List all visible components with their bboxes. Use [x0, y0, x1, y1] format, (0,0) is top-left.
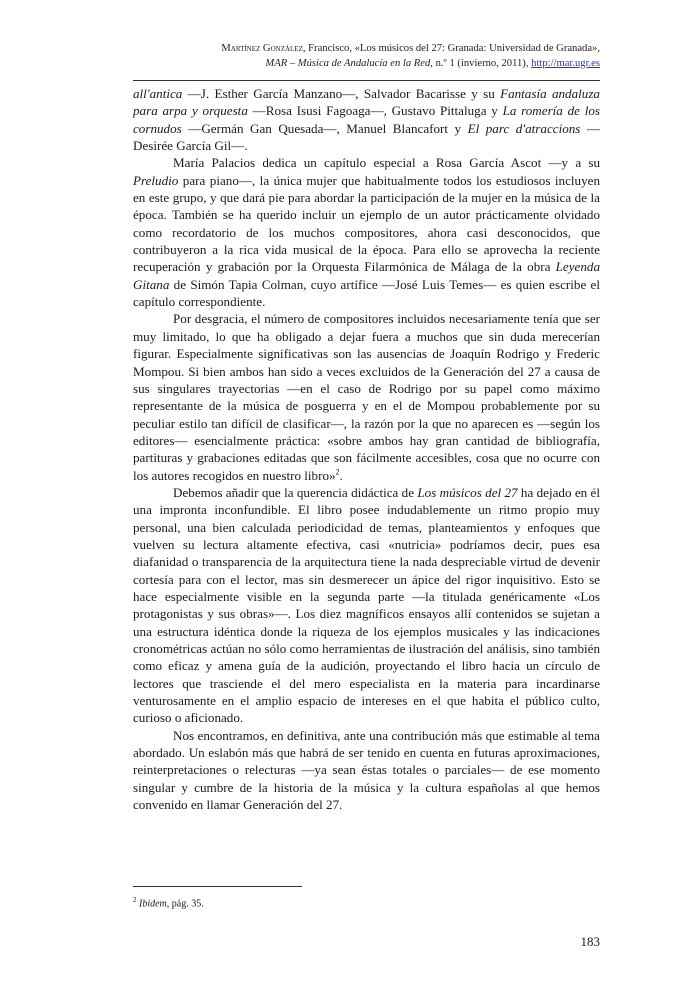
- header-rule: [133, 80, 600, 81]
- text-span: —J. Esther García Manzano—, Salvador Bacarisse y su: [182, 86, 501, 101]
- article-body: [133, 85, 600, 813]
- header-url-link[interactable]: http://mar.ugr.es: [531, 57, 600, 69]
- footnote-italic: Ibidem: [139, 898, 167, 910]
- work-title: Los músicos del 27: [417, 484, 518, 500]
- text-span: —Desirée García Gil—.: [133, 120, 601, 154]
- text-span: —Germán Gan Quesada—, Manuel Blancafort y: [181, 120, 468, 136]
- footnote-number: 2: [133, 896, 137, 904]
- header-issue: , n.º 1 (invierno, 2011),: [430, 57, 532, 69]
- footnote-text: , pág. 35.: [166, 898, 204, 910]
- footnote-reference[interactable]: 2: [335, 467, 340, 477]
- work-title: Preludio: [133, 172, 179, 188]
- header-journal: MAR – Música de Andalucía en la Red: [265, 57, 431, 69]
- footnote: [133, 894, 600, 910]
- text-span: .: [339, 467, 343, 483]
- paragraph-3: [133, 484, 600, 727]
- work-title: Leyenda Gitana: [133, 259, 600, 292]
- paragraph-4: [133, 727, 600, 814]
- header-citation: , Francisco, «Los músicos del 27: Granada: Universidad de Granada»,: [302, 43, 600, 54]
- work-title: Fantasía andaluza para arpa y orquesta: [133, 86, 600, 119]
- page-number: 183: [580, 934, 600, 949]
- work-title: La romería de los cornudos: [133, 103, 600, 136]
- text-span: para piano—, la única mujer que habitualmente todos los estudiosos incluyen en este grupo, y que dará pie para abordar la participación de la mujer en la música de la época. También se ha querido incluir un ejemplo de un autor prácticamente olvidado como recordatorio de los muchos compositores, ahora casi desconocidos, que contribuyeron a la rica vida musical de la época. Para ello se aprovecha la reciente recuperación y grabación por la Orquesta Filarmónica de Málaga de la obra: [133, 172, 600, 275]
- text-span: —Rosa Isusi Fagoaga—, Gustavo Pittaluga y: [247, 103, 503, 119]
- header-line-1: [133, 42, 600, 57]
- header-line-2: [133, 57, 600, 72]
- text-span: ha dejado en él una impronta inconfundible. El libro posee indudablemente un ritmo propio muy personal, una bien calculada periodicidad de temas, planteamientos y enfoques que vuelven su lectura altamente efectiva, casi «nutricia» podríamos decir, pues esa diafanidad o transparencia de la arquitectura tiene la nada despreciable virtud de devenir cortesía para con el lector, mas sin desmerecer un ápice del rigor inquisitivo. Esto se hace especialmente visible en la segunda parte —la titulada genéricamente «Los protagonistas y sus obras»—. Los diez magníficos ensayos allí contenidos se sujetan a una estructura idéntica donde la riqueza de los ejemplos musicales y las indicaciones cronométricas actúan no sólo como herramientas de ilustración del análisis, sino también como eficaz y amena guía de la audición, proyectando el libro hacia un círculo de lectores que trasciende el del mero especialista en la materia para incardinarse venturosamente en el amplio espacio de intereses en el que habita el público culto, curioso o aficionado.: [133, 484, 601, 726]
- paragraph-0: [133, 85, 600, 154]
- text-span: Nos encontramos, en definitiva, ante una contribución más que estimable al tema abordado. Un eslabón más que habrá de ser tenido en cuenta en futuras aproximaciones, reinterpretaciones o relecturas —ya sean éstas totales o parciales— de ese momento singular y cumbre de la historia de la música y la cultura españolas al que hemos convenido en llamar Generación del 27.: [133, 727, 600, 813]
- paragraph-1: [133, 154, 600, 310]
- paragraph-2: [133, 310, 600, 483]
- footnote-rule: [133, 886, 302, 887]
- text-span: María Palacios dedica un capítulo especial a Rosa García Ascot —y a su: [173, 155, 600, 171]
- work-title: all'antica: [133, 86, 183, 101]
- running-header: [133, 42, 600, 71]
- text-span: de Simón Tapia Colman, cuyo artífice —José Luis Temes— es quien escribe el capítulo correspondiente.: [133, 276, 600, 310]
- text-span: Debemos añadir que la querencia didáctica de: [173, 484, 418, 500]
- header-author: Martínez González: [221, 43, 303, 54]
- text-span: Por desgracia, el número de compositores incluidos necesariamente tenía que ser muy limitado, lo que ha obligado a dejar fuera a muchos que sin duda merecerían figurar. Especialmente significativas son las ausencias de Joaquín Rodrigo y Frederic Mompou. Si bien ambos han sido a veces excluidos de la Generación del 27 a causa de sus singulares trayectorias —en el caso de Rodrigo por su papel como máximo representante de la música de posguerra y en el de Mompou probablemente por su peculiar estilo tan difícil de clasificar—, la razón por la que no aparecen es —según los editores— esencialmente práctica: «sobre ambos hay gran cantidad de bibliografía, partituras y grabaciones editadas que son fácilmente accesibles, cosa que no ocurre con los autores recogidos en nuestro libro»: [133, 311, 600, 483]
- work-title: El parc d'atraccions: [467, 120, 581, 136]
